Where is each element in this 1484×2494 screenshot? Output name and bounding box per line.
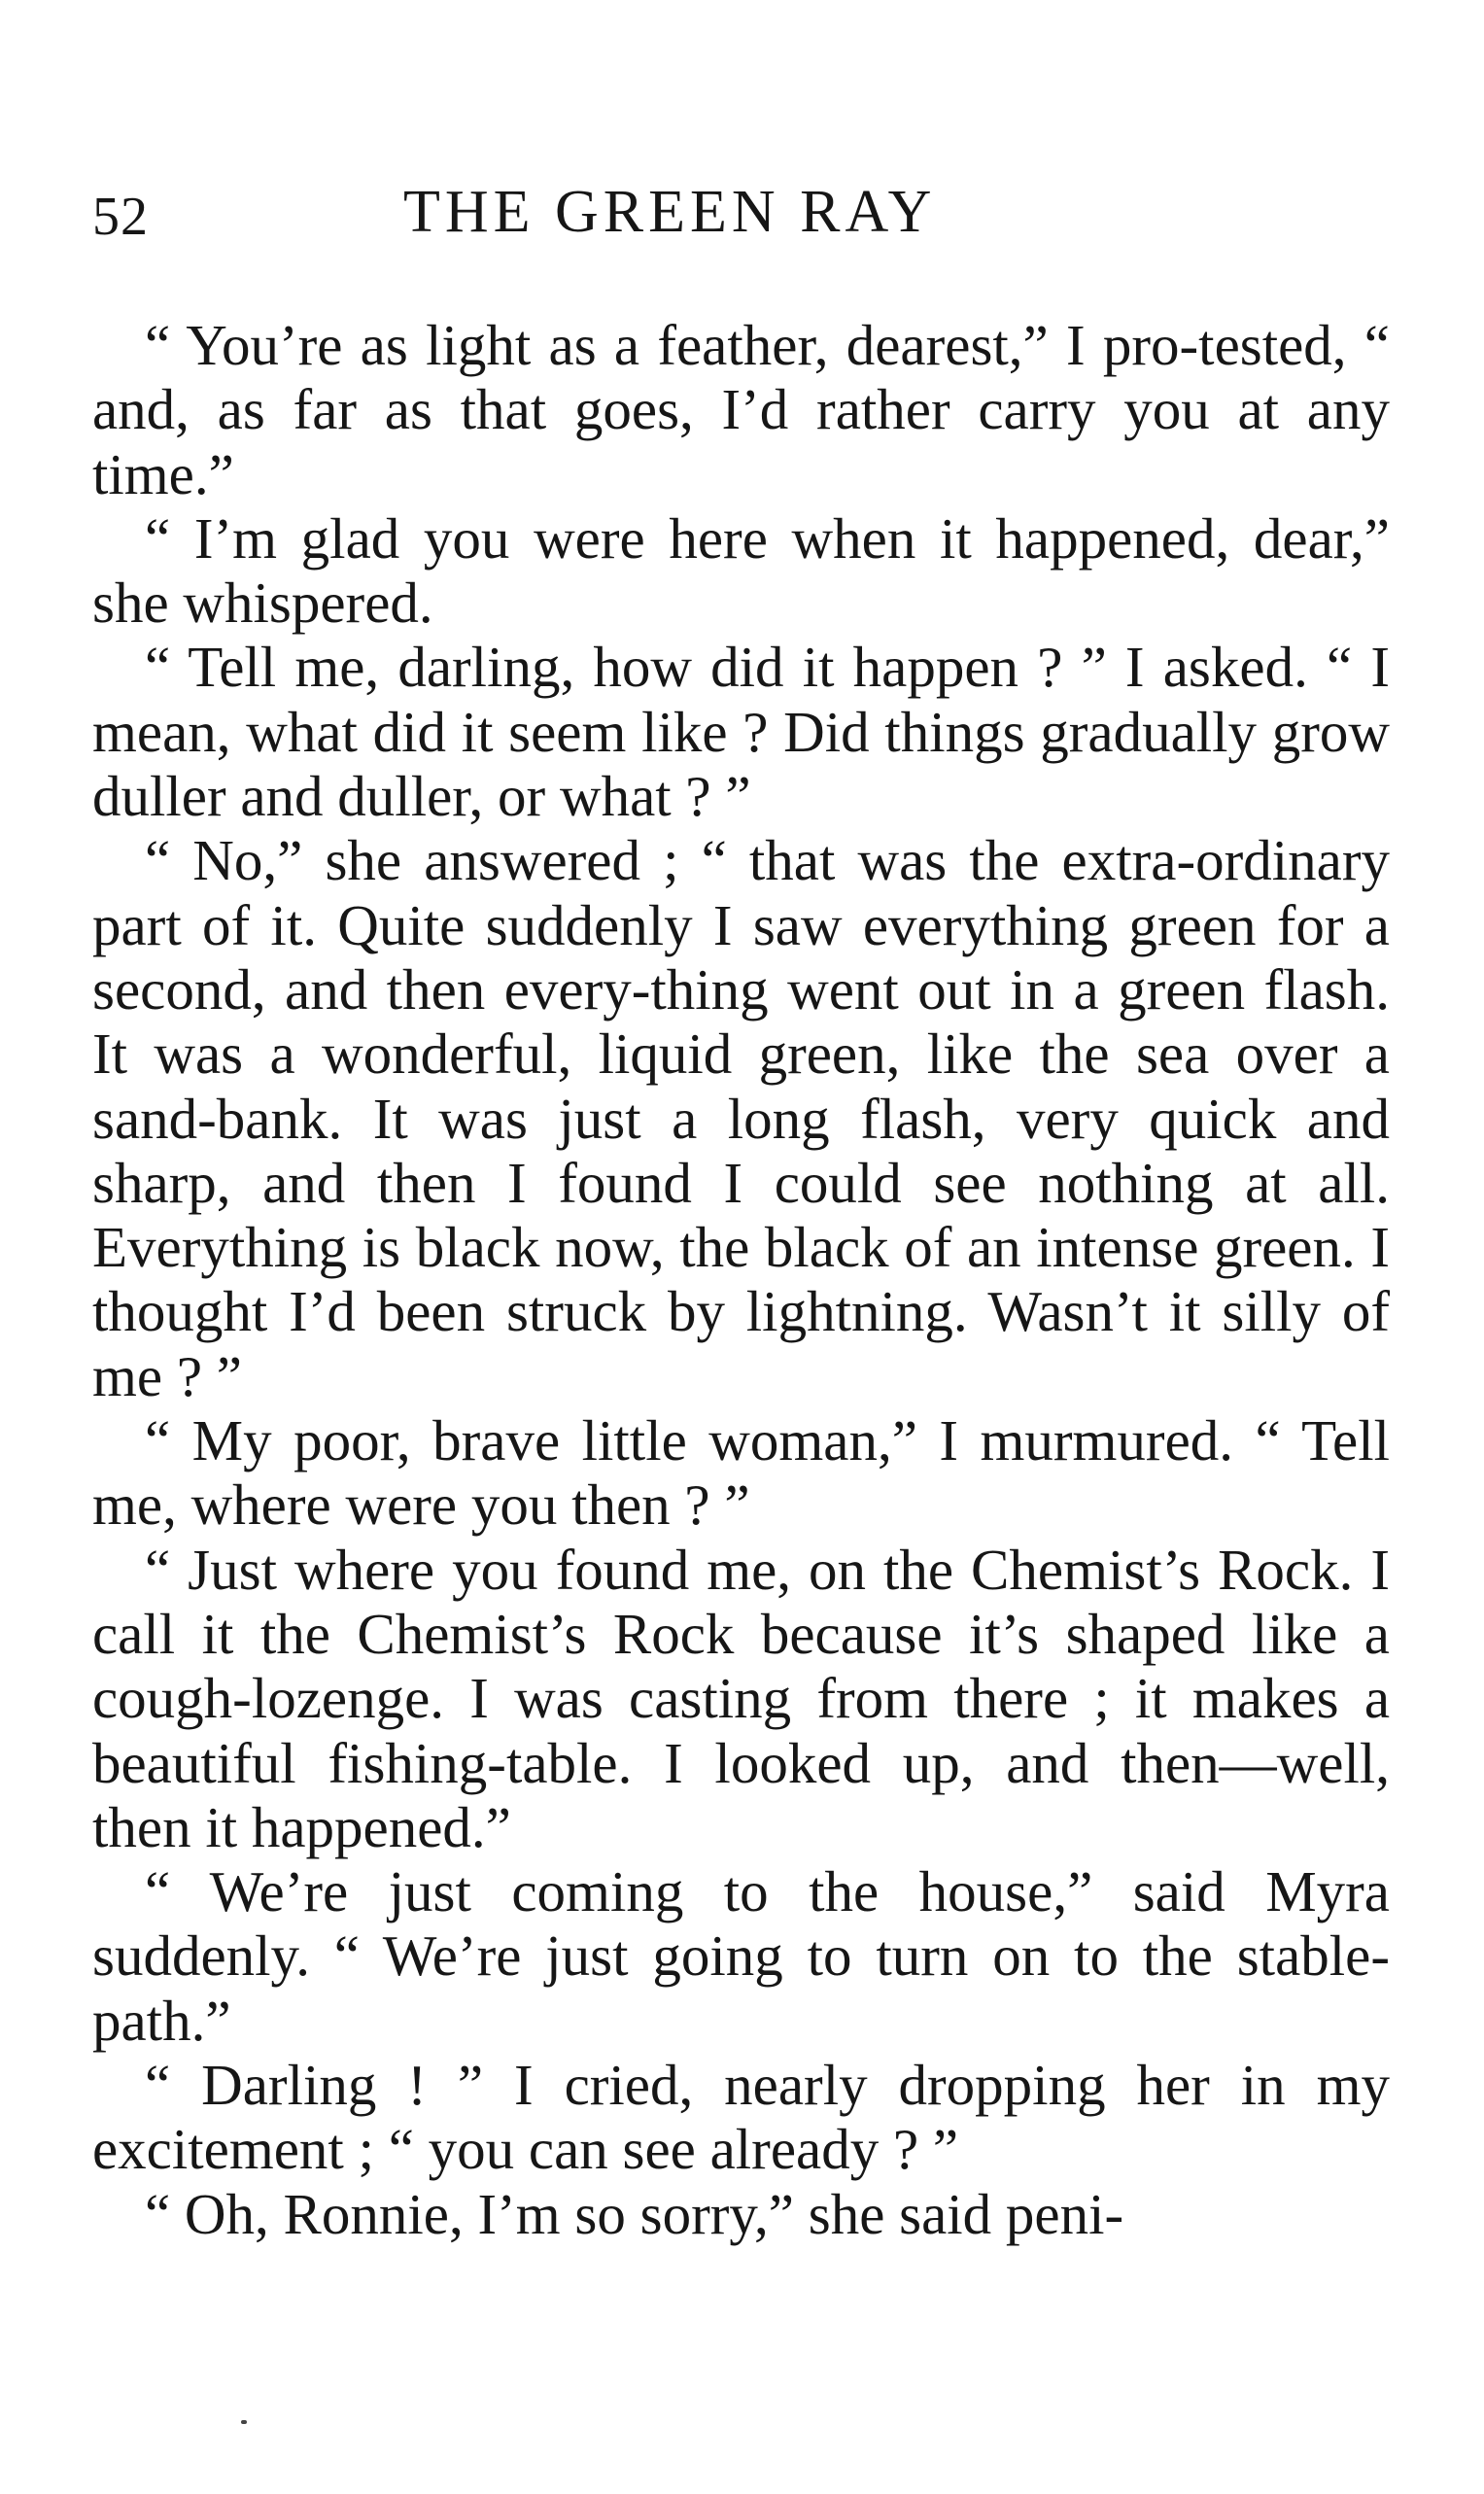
ink-speck <box>241 2420 247 2424</box>
running-head <box>92 178 1395 256</box>
paragraph: “ We’re just coming to the house,” said Myra suddenly. “ We’re just going to turn on to the stable-path.” <box>92 1859 1390 2053</box>
paragraph: “ You’re as light as a feather, dearest,” I pro-tested, “ and, as far as that goes, I’d rather carry you at any time.” <box>92 313 1390 506</box>
running-title: THE GREEN RAY <box>403 179 937 245</box>
paragraph: “ Oh, Ronnie, I’m so sorry,” she said peni- <box>145 2181 1124 2246</box>
body-text <box>92 313 1390 2246</box>
paragraph: “ No,” she answered ; “ that was the extra-ordinary part of it. Quite suddenly I saw everything green for a second, and then every-thing went out in a green flash. It was a wonderful, liquid green, like the sea over a sand-bank. It was just a long flash, very quick and sharp, and then I found I could see nothing at all. Everything is black now, the black of an intense green. I thought I’d been struck by lightning. Wasn’t it silly of me ? ” <box>92 828 1390 1408</box>
paragraph: “ Darling ! ” I cried, nearly dropping her in my excitement ; “ you can see already ? ” <box>92 2053 1390 2182</box>
page-number: 52 <box>92 187 149 247</box>
paragraph: “ I’m glad you were here when it happened, dear,” she whispered. <box>92 505 1390 636</box>
paragraph: “ Just where you found me, on the Chemist’s Rock. I call it the Chemist’s Rock because it’s shaped like a cough-lozenge. I was casting from there ; it makes a beautiful fishing-table. I looked up, and then—well, then it happened.” <box>92 1537 1390 1859</box>
paragraph: “ My poor, brave little woman,” I murmured. “ Tell me, where were you then ? ” <box>92 1408 1390 1538</box>
paragraph: “ Tell me, darling, how did it happen ? ” I asked. “ I mean, what did it seem like ? Did things gradually grow duller and duller, or what ? ” <box>92 635 1390 829</box>
